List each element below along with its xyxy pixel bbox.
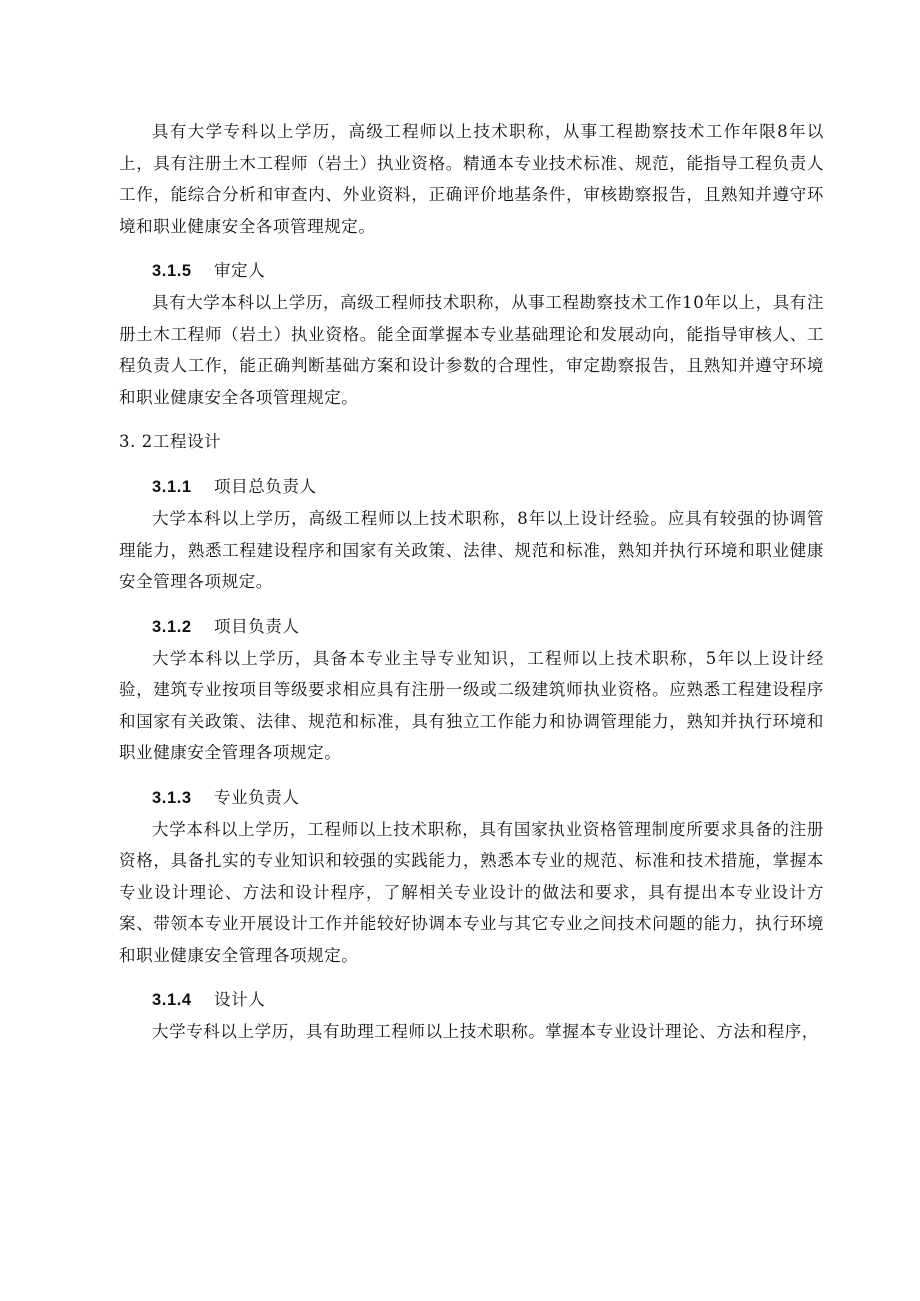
heading-3-1-4: [119, 984, 824, 1016]
paragraph-discipline-lead-requirements: 大学本科以上学历，工程师以上技术职称，具有国家执业资格管理制度所要求具备的注册资格，具备扎实的专业知识和较强的实践能力，熟悉本专业的规范、标准和技术措施，掌握本专业设计理论、方法和设计程序，了解相关专业设计的做法和要求，具有提出本专业设计方案、带领本专业开展设计工作并能较好协调本专业与其它专业之间技术问题的能力，执行环境和职业健康安全管理各项规定。: [119, 819, 824, 965]
paragraph-designer-requirements: 大学专科以上学历，具有助理工程师以上技术职称。掌握本专业设计理论、方法和程序，: [152, 1022, 819, 1041]
heading-number: 3.1.4: [152, 991, 192, 1009]
document-body: [119, 116, 824, 1048]
heading-number: 3.1.2: [152, 617, 192, 636]
paragraph-reviewer-requirements: 具有大学专科以上学历，高级工程师以上技术职称，从事工程勘察技术工作年限8年以上，具有注册土木工程师（岩土）执业资格。精通本专业技术标准、规范，能指导工程负责人工作，能综合分析和审查内、外业资料，正确评价地基条件，审核勘察报告，且熟知并遵守环境和职业健康安全各项管理规定。: [119, 122, 824, 236]
section-heading-engineering-design: 3. 2工程设计: [119, 432, 222, 451]
heading-number: 3.1.5: [152, 262, 192, 280]
heading-title: 审定人: [214, 261, 266, 280]
heading-title: 专业负责人: [214, 787, 300, 807]
paragraph-approver-requirements: 具有大学本科以上学历，高级工程师技术职称，从事工程勘察技术工作10年以上，具有注册土木工程师（岩土）执业资格。能全面掌握本专业基础理论和发展动向，能指导审核人、工程负责人工作，能正确判断基础方案和设计参数的合理性，审定勘察报告，且熟知并遵守环境和职业健康安全各项管理规定。: [119, 293, 824, 407]
heading-title: 设计人: [214, 990, 266, 1009]
heading-number: 3.1.1: [152, 478, 192, 496]
heading-3-1-3: [119, 782, 824, 814]
paragraph-project-lead-requirements: 大学本科以上学历，具备本专业主导专业知识，工程师以上技术职称，5年以上设计经验，建筑专业按项目等级要求相应具有注册一级或二级建筑师执业资格。应熟悉工程建设程序和国家有关政策、法律、规范和标准，具有独立工作能力和协调管理能力，熟知并执行环境和职业健康安全管理各项规定。: [119, 648, 824, 762]
heading-3-1-5: [119, 255, 824, 287]
paragraph-general-lead-requirements: 大学本科以上学历，高级工程师以上技术职称，8年以上设计经验。应具有较强的协调管理能力，熟悉工程建设程序和国家有关政策、法律、规范和标准，熟知并执行环境和职业健康安全管理各项规定。: [119, 509, 824, 591]
heading-3-1-2: [119, 611, 824, 643]
heading-title: 项目总负责人: [214, 477, 317, 496]
heading-number: 3.1.3: [152, 788, 192, 807]
heading-title: 项目负责人: [214, 616, 300, 636]
heading-3-1-1: [119, 471, 824, 503]
